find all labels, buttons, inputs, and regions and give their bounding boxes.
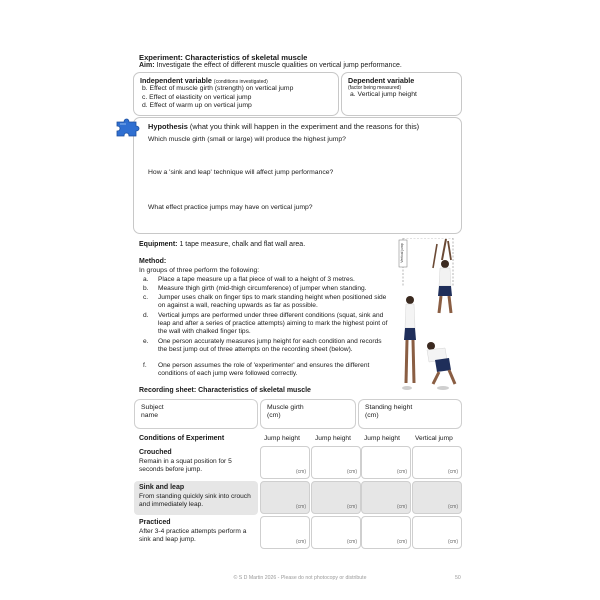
- standing-height-label: Standing height (cm): [365, 404, 413, 420]
- vertical-jump-cell[interactable]: (cm): [412, 481, 462, 514]
- page-number: 50: [455, 575, 461, 581]
- page-title: Experiment: Characteristics of skeletal muscle: [139, 53, 308, 62]
- hypothesis-label: Hypothesis: [148, 122, 188, 131]
- jump-height-cell[interactable]: (cm): [311, 516, 361, 549]
- hypothesis-question: How a 'sink and leap' technique will affect jump performance?: [148, 169, 334, 176]
- recording-title: Recording sheet: Characteristics of skeletal muscle: [139, 387, 311, 394]
- dependent-item: a. Vertical jump height: [350, 91, 417, 99]
- jump-height-cell[interactable]: (cm): [361, 516, 411, 549]
- step-marker: f.: [143, 362, 147, 369]
- equipment-text: 1 tape measure, chalk and flat wall area.: [179, 241, 306, 248]
- method-step: [139, 338, 391, 354]
- method-step: [139, 312, 391, 337]
- method-intro: In groups of three perform the following:: [139, 267, 260, 274]
- independent-variable-box: [133, 72, 339, 116]
- conditions-header: Conditions of Experiment: [139, 435, 225, 442]
- method-step: [139, 294, 391, 310]
- condition-sink-and-leap: [134, 481, 258, 515]
- column-header: Jump height: [315, 435, 351, 442]
- condition-name: Crouched: [139, 449, 172, 456]
- subject-name-field[interactable]: [134, 399, 258, 429]
- step-marker: c.: [143, 294, 149, 301]
- column-header: Jump height: [364, 435, 400, 442]
- vertical-jump-photo: [393, 238, 465, 396]
- method-step: [139, 285, 391, 293]
- vertical-jump-cell[interactable]: (cm): [412, 446, 462, 479]
- equipment-label: Equipment:: [139, 241, 178, 248]
- hypothesis-question: What effect practice jumps may have on vertical jump?: [148, 204, 313, 211]
- condition-desc: Remain in a squat position for 5 seconds before jump.: [139, 457, 232, 473]
- puzzle-piece-icon: [114, 116, 146, 138]
- condition-desc: From standing quickly sink into crouch and immediately leap.: [139, 492, 251, 508]
- aim-text: Investigate the effect of different muscle qualities on vertical jump performance.: [156, 62, 402, 69]
- aim-line: [139, 62, 402, 71]
- step-text: Jumper uses chalk on finger tips to mark standing height when positioned side on against a wall, reaching upwards as far as possible.: [158, 294, 387, 310]
- jump-height-cell[interactable]: (cm): [260, 446, 310, 479]
- hypothesis-question: Which muscle girth (small or large) will produce the highest jump?: [148, 136, 346, 143]
- hypothesis-heading: [148, 122, 447, 131]
- independent-item: c. Effect of elasticity on vertical jump: [142, 93, 252, 101]
- step-marker: d.: [143, 312, 149, 319]
- step-marker: a.: [143, 276, 149, 283]
- standing-height-field[interactable]: [358, 399, 462, 429]
- jump-height-cell[interactable]: (cm): [311, 481, 361, 514]
- method-heading: Method:: [139, 258, 167, 265]
- column-header: Jump height: [264, 435, 300, 442]
- independent-item: d. Effect of warm up on vertical jump: [142, 102, 252, 110]
- dependent-heading: Dependent variable: [348, 76, 415, 85]
- equipment-line: [139, 241, 305, 250]
- jump-height-cell[interactable]: (cm): [260, 516, 310, 549]
- step-marker: e.: [143, 338, 149, 345]
- condition-practiced: [134, 516, 258, 550]
- jump-height-cell[interactable]: (cm): [260, 481, 310, 514]
- step-text: Measure thigh girth (mid-thigh circumference) of jumper when standing.: [158, 285, 367, 292]
- jump-height-cell[interactable]: (cm): [361, 446, 411, 479]
- step-text: Place a tape measure up a flat piece of wall to a height of 3 metres.: [158, 276, 355, 283]
- aim-label: Aim:: [139, 62, 155, 69]
- independent-note: (conditions investigated): [213, 79, 268, 85]
- vertical-jump-cell[interactable]: (cm): [412, 516, 462, 549]
- hypothesis-box: [133, 117, 462, 234]
- independent-item: b. Effect of muscle girth (strength) on vertical jump: [142, 85, 294, 93]
- condition-name: Practiced: [139, 519, 171, 526]
- jump-height-cell[interactable]: (cm): [311, 446, 361, 479]
- step-text: Vertical jumps are performed under three different conditions (squat, sink and leap and after a series of practice attempts) aiming to mark the highest point of the wall with chalked finger tips.: [158, 312, 388, 336]
- dependent-variable-box: [341, 72, 462, 116]
- independent-heading: Independent variable (conditions investigated): [140, 76, 268, 85]
- step-text: One person assumes the role of 'experimenter' and ensures the different conditions of each jump were followed correctly.: [158, 362, 370, 378]
- subject-label: Subject name: [141, 404, 164, 420]
- step-marker: b.: [143, 285, 149, 292]
- step-text: One person accurately measures jump height for each condition and records the best jump out of three attempts on the recording sheet (below).: [158, 338, 382, 354]
- condition-name: Sink and leap: [139, 484, 185, 491]
- method-step: [139, 276, 391, 284]
- photo-label: Vertical jump: [400, 243, 404, 263]
- condition-desc: After 3-4 practice attempts perform a sink and leap jump.: [139, 527, 247, 543]
- condition-crouched: [134, 446, 258, 480]
- column-header: Vertical jump: [415, 435, 453, 442]
- hypothesis-text: (what you think will happen in the experiment and the reasons for this): [189, 122, 420, 131]
- jump-height-cell[interactable]: (cm): [361, 481, 411, 514]
- method-step: [139, 362, 391, 378]
- copyright-footer: © S D Martin 2026 - Please do not photocopy or distribute: [233, 575, 367, 581]
- muscle-girth-field[interactable]: [260, 399, 356, 429]
- dependent-note: (factor being measured): [348, 85, 402, 91]
- muscle-girth-label: Muscle girth (cm): [267, 404, 304, 420]
